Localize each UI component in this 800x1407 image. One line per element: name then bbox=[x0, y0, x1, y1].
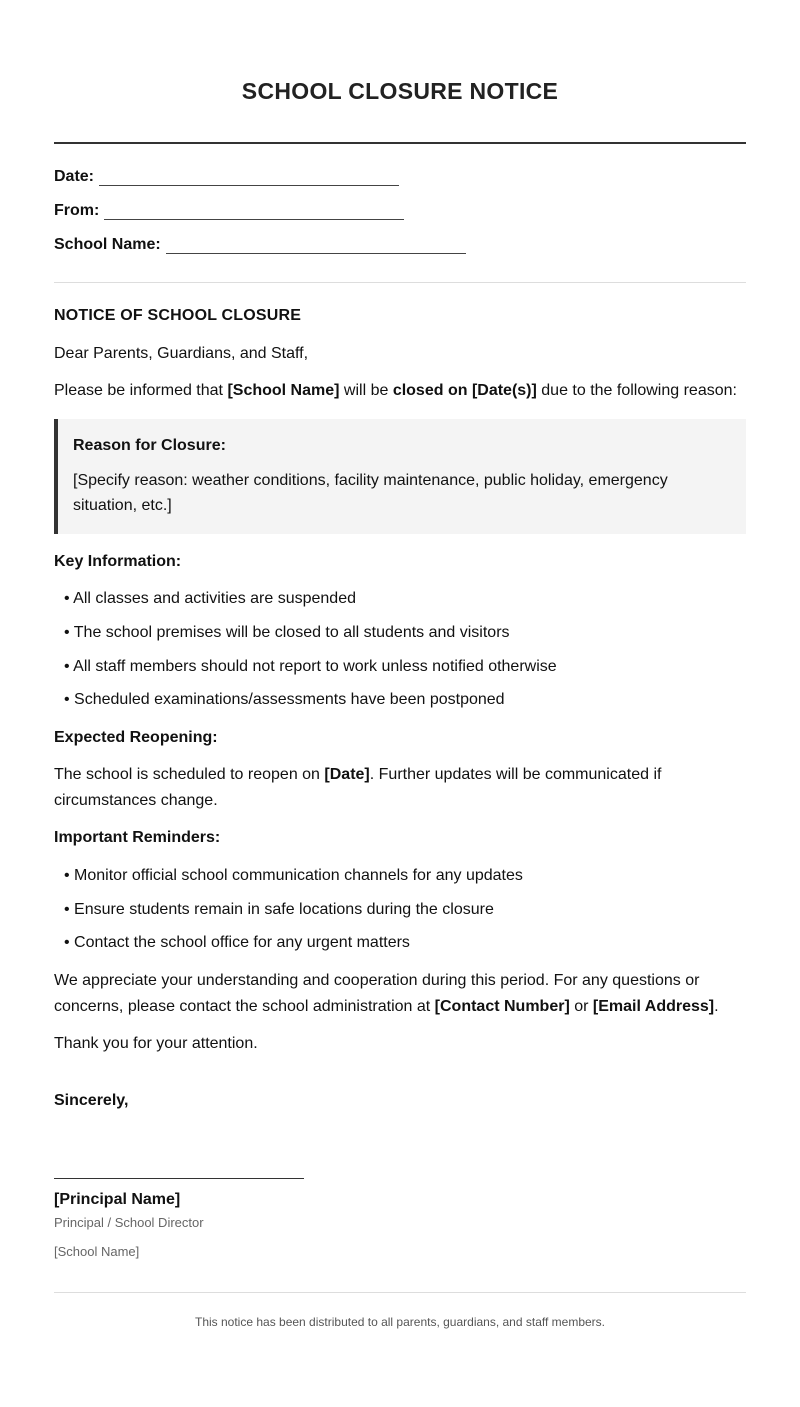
school-name-blank-line bbox=[166, 241, 466, 254]
closing-end: . bbox=[714, 998, 719, 1015]
principal-name: [Principal Name] bbox=[54, 1191, 181, 1208]
reason-text: [Specify reason: weather conditions, facility maintenance, public holiday, emergency situation, etc.] bbox=[73, 472, 668, 514]
signature-line bbox=[54, 1178, 304, 1179]
thanks-text: Thank you for your attention. bbox=[54, 1035, 258, 1052]
closing-text-1: We appreciate your understanding and cooperation during this period. For any questions or concerns, please contact the school administration at bbox=[54, 972, 700, 1015]
from-label: From: bbox=[54, 202, 100, 219]
reminder-item: • Contact the school office for any urgent matters bbox=[64, 934, 410, 951]
reminder-item-text: Monitor official school communication channels for any updates bbox=[74, 867, 523, 884]
key-info-item-text: All classes and activities are suspended bbox=[73, 590, 356, 607]
contact-number-placeholder: [Contact Number] bbox=[434, 998, 570, 1015]
reopening-paragraph bbox=[54, 762, 746, 814]
signature-school-name: [School Name] bbox=[54, 1244, 140, 1259]
key-info-item-text: The school premises will be closed to all students and visitors bbox=[73, 624, 510, 641]
intro-school-placeholder: [School Name] bbox=[227, 382, 340, 399]
reminder-item-text: Ensure students remain in safe locations during the closure bbox=[74, 901, 494, 918]
key-info-item: • Scheduled examinations/assessments have been postponed bbox=[64, 691, 505, 708]
email-placeholder: [Email Address] bbox=[592, 998, 715, 1015]
notice-heading: NOTICE OF SCHOOL CLOSURE bbox=[54, 307, 302, 324]
date-field[interactable] bbox=[54, 168, 399, 186]
key-info-item: • All staff members should not report to work unless notified otherwise bbox=[64, 658, 557, 675]
key-info-item-text: All staff members should not report to work unless notified otherwise bbox=[73, 658, 557, 675]
intro-text-3: due to the following reason: bbox=[536, 382, 737, 399]
reminder-item: • Monitor official school communication channels for any updates bbox=[64, 867, 523, 884]
reopening-heading: Expected Reopening: bbox=[54, 729, 218, 746]
intro-text-1: Please be informed that bbox=[54, 382, 228, 399]
reopening-text-2: . Further updates will be communicated if circumstances change. bbox=[54, 766, 662, 809]
intro-paragraph bbox=[54, 378, 746, 404]
reopening-date-placeholder: [Date] bbox=[324, 766, 370, 783]
title-divider bbox=[54, 142, 746, 144]
reason-box bbox=[54, 419, 746, 534]
salutation: Dear Parents, Guardians, and Staff, bbox=[54, 345, 309, 362]
reminder-item: • Ensure students remain in safe locations during the closure bbox=[64, 901, 494, 918]
key-info-item: • All classes and activities are suspended bbox=[64, 590, 356, 607]
header-divider bbox=[54, 282, 746, 283]
footer-note: This notice has been distributed to all parents, guardians, and staff members. bbox=[194, 1315, 605, 1329]
school-name-field[interactable] bbox=[54, 236, 466, 254]
intro-text-2: will be bbox=[339, 382, 393, 399]
from-field[interactable] bbox=[54, 202, 404, 220]
key-info-item: • The school premises will be closed to all students and visitors bbox=[64, 624, 510, 641]
reason-heading: Reason for Closure: bbox=[73, 437, 226, 454]
principal-title: Principal / School Director bbox=[54, 1215, 204, 1230]
page-title: SCHOOL CLOSURE NOTICE bbox=[241, 78, 559, 104]
from-blank-line bbox=[104, 207, 404, 220]
reminders-heading: Important Reminders: bbox=[54, 829, 221, 846]
closing-or: or bbox=[569, 998, 593, 1015]
intro-closed-date: closed on [Date(s)] bbox=[392, 382, 537, 399]
reminder-item-text: Contact the school office for any urgent matters bbox=[74, 934, 410, 951]
closing-paragraph bbox=[54, 968, 746, 1020]
date-blank-line bbox=[99, 173, 399, 186]
date-label: Date: bbox=[54, 168, 95, 185]
footer-divider bbox=[54, 1292, 746, 1293]
sincerely-text: Sincerely, bbox=[54, 1092, 129, 1109]
key-info-item-text: Scheduled examinations/assessments have been postponed bbox=[74, 691, 505, 708]
school-name-label: School Name: bbox=[54, 236, 161, 253]
key-info-heading: Key Information: bbox=[54, 553, 182, 570]
reopening-text-1: The school is scheduled to reopen on bbox=[54, 766, 325, 783]
